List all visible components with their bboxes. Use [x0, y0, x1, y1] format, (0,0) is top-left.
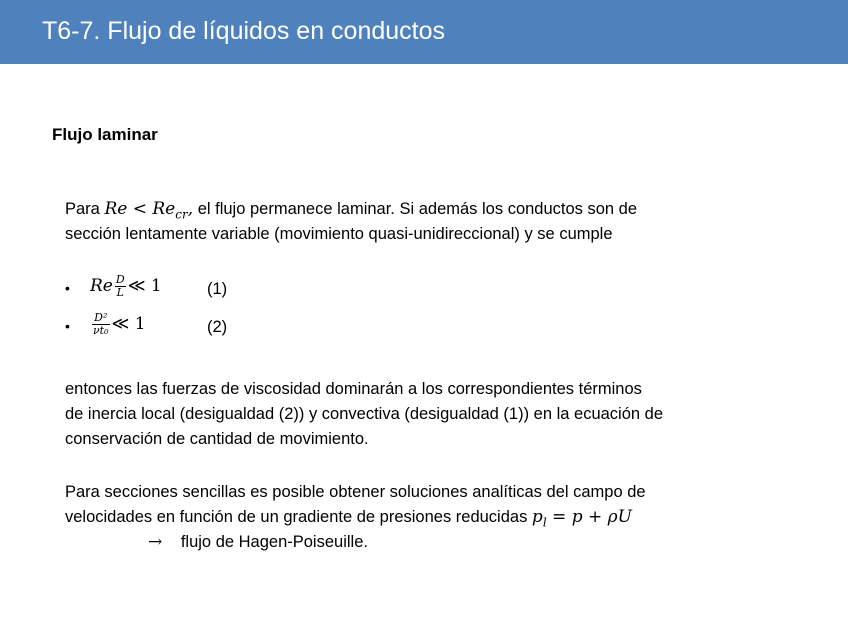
- d2-over-nu-t0-fraction: $\frac{\text{D²}}{\text{νt₀}}$: [93, 311, 109, 337]
- title-bar: [0, 0, 848, 64]
- bullet-icon: •: [65, 280, 70, 296]
- reduced-pressure-equation: = p + ρU: [546, 507, 632, 527]
- d-over-l-fraction: $\frac{D}{L}$: [115, 273, 125, 299]
- bullet-icon: •: [65, 318, 70, 334]
- right-arrow-icon: →: [148, 532, 163, 552]
- condition-1-expression: Re $\frac{D}{L}$ ≪ 1: [90, 273, 162, 299]
- reynolds-symbol: Re: [104, 199, 128, 219]
- intro-text-end: el flujo permanece laminar. Si además los conductos son de: [193, 200, 638, 218]
- section-heading: Flujo laminar: [52, 125, 158, 144]
- solutions-line-1: Para secciones sencillas es posible obtener soluciones analíticas del campo de: [65, 483, 646, 501]
- less-than-symbol: <: [127, 199, 153, 219]
- condition-2-expression: $\frac{\text{D²}}{\text{νt₀}}$ ≪ 1: [93, 311, 146, 337]
- intro-line-2: sección lentamente variable (movimiento quasi-unidireccional) y se cumple: [65, 225, 613, 243]
- critical-reynolds-symbol: $Re_{cr}$: [152, 199, 188, 222]
- conclusion-line-2: de inercia local (desigualdad (2)) y convectiva (desigualdad (1)) en la ecuación de: [65, 405, 664, 423]
- solutions-text: velocidades en función de un gradiente de presiones reducidas: [65, 508, 532, 526]
- intro-text-start: Para: [65, 200, 105, 218]
- condition-2-number: (2): [207, 318, 228, 336]
- comma: ,: [187, 199, 194, 219]
- conclusion-line-1: entonces las fuerzas de viscosidad dominarán a los correspondientes términos: [65, 380, 642, 398]
- result-line: [148, 532, 368, 552]
- conclusion-line-3: conservación de cantidad de movimiento.: [65, 430, 369, 448]
- reduced-pressure-symbol: $p_l$: [531, 507, 547, 530]
- hagen-poiseuille-text: flujo de Hagen-Poiseuille.: [180, 533, 368, 551]
- slide-title: T6-7. Flujo de líquidos en conductos: [42, 17, 446, 45]
- condition-1-number: (1): [207, 280, 228, 298]
